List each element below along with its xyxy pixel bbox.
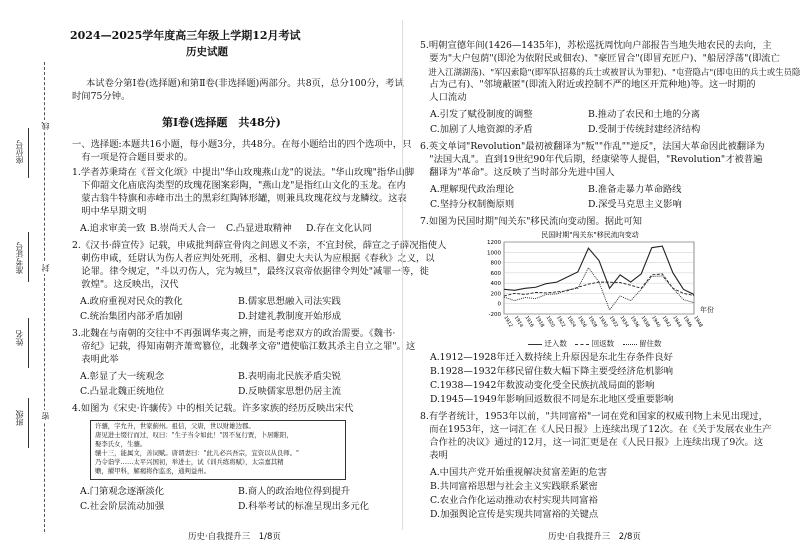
chart-y-tick-label: 0 bbox=[497, 301, 501, 308]
chart-x-tick-label: 1920 bbox=[544, 315, 555, 329]
class-label: 班级 bbox=[15, 410, 24, 426]
chart-y-tick-label: 400 bbox=[490, 281, 501, 288]
q7-option-a[interactable]: A.1912—1928年迁入数持续上升原因是东北生存条件良好 bbox=[430, 352, 673, 363]
q3-option-a[interactable]: A.彰显了大一统观念 bbox=[80, 371, 165, 382]
q2-option-d[interactable]: D.封建礼教制度开始形成 bbox=[238, 311, 342, 322]
chart-y-tick-label: 1200 bbox=[487, 240, 501, 246]
chart-y-tick-label: 800 bbox=[490, 260, 501, 267]
q8-line-2: 而在1953年，这一词汇在《人民日报》上连续出现了12次。在《关于发展农业生产 bbox=[420, 424, 772, 435]
q8-option-c[interactable]: C.农业合作化运动推动农村实现共同富裕 bbox=[430, 495, 598, 506]
chart-x-tick-label: 1930 bbox=[597, 315, 608, 329]
q1-line-3: 蒙古翁牛特旗和赤峰市出土的黑彩红陶钵形罐，则兼具玫瑰花纹与龙鳞纹。这表 bbox=[72, 193, 407, 204]
chart-series-line-2 bbox=[504, 274, 694, 296]
q3-option-d[interactable]: D.反映儒家思想仍居主流 bbox=[238, 386, 342, 397]
seal-char-mi: 密 bbox=[41, 412, 50, 420]
legend-item-in: 迁入数 bbox=[528, 339, 567, 348]
class-blank[interactable] bbox=[28, 398, 29, 448]
q2-line-3: 论罪。律令规定，"斗以刃伤人，完为城旦"，最终汉哀帝依据律令判处"减罪一等，徙 bbox=[72, 266, 429, 277]
q2-line-1: 2.《汉书·薛宣传》记载，申咸批判薛宣骨肉之间恩义不亲，不宜封侯，薛宣之子薛况指使人 bbox=[72, 240, 447, 251]
chart-x-tick-label: 1926 bbox=[576, 315, 587, 329]
chart-y-ticks bbox=[487, 240, 502, 318]
name-label: 姓名 bbox=[15, 330, 24, 346]
page-divider bbox=[402, 20, 403, 530]
q4-option-d[interactable]: D.科举考试的标准呈现出多元化 bbox=[238, 501, 369, 512]
chart-x-tick-label: 1914 bbox=[512, 315, 524, 329]
name-blank[interactable] bbox=[28, 318, 29, 368]
q6-line-1: 6.英文单词"Revolution"最初被翻译为"叛""作乱""逆反"，法国大革命因此被翻译为 bbox=[420, 141, 765, 152]
seal-char-feng: 封 bbox=[41, 264, 50, 272]
chart-x-tick-label: 1928 bbox=[586, 315, 598, 329]
q8-line-4: 表明 bbox=[420, 450, 448, 461]
q4-source-line-4: 骧十三，能属文，善词赋。唐谓妻曰："此儿必兴吾宗，宜资以从良师。" bbox=[95, 449, 299, 457]
q6-option-a[interactable]: A.理解现代政治理论 bbox=[430, 184, 515, 195]
chart-x-tick-label: 1946 bbox=[681, 315, 693, 329]
seat-number-label: 座位号 bbox=[15, 140, 24, 164]
q3-option-b[interactable]: B.表明南北民族矛盾尖锐 bbox=[238, 371, 341, 382]
q3-option-c[interactable]: C.凸显北魏正统地位 bbox=[80, 386, 165, 397]
q2-option-a[interactable]: A.政府重视对民众的教化 bbox=[80, 296, 183, 307]
section-title: 第Ⅰ卷(选择题 共48分) bbox=[162, 116, 281, 129]
q2-option-b[interactable]: B.儒家思想融入司法实践 bbox=[238, 296, 341, 307]
chart-x-tick-label: 1936 bbox=[628, 315, 640, 329]
q6-option-b[interactable]: B.准备走暴力革命路线 bbox=[588, 184, 682, 195]
instruction-line-2: 有一项是符合题目要求的。 bbox=[72, 152, 193, 163]
q2-line-2: 刺伤申咸，廷尉认为伤人者应判处死刑，丞相、御史大夫认为应根据《春秋》之义，以 bbox=[72, 253, 435, 264]
chart-x-tick-label: 1916 bbox=[523, 315, 534, 329]
chart-y-tick-label: 600 bbox=[490, 270, 501, 277]
q7-option-b[interactable]: B.1928—1932年移民留住数大幅下降主要受经济危机影响 bbox=[430, 366, 674, 377]
q5-line-1: 5.明朝宣德年间(1426—1435年)，苏松巡抚周忱向户部报告当地失地农民的去向，主 bbox=[420, 40, 772, 51]
q4-source-line-6: 赡，擢甲科，解褐将作监丞，通判益州。 bbox=[95, 467, 211, 475]
q7-line-1: 7.如图为民国时期"闯关东"移民流向变动图。据此可知 bbox=[420, 216, 642, 227]
legend-item-stay: 留住数 bbox=[623, 339, 662, 348]
q3-line-3: 表明此举 bbox=[72, 354, 119, 365]
chart-series bbox=[504, 246, 694, 310]
chart-x-tick-label: 1912 bbox=[502, 315, 513, 329]
chart-title: 民国时期"闯关东"移民流向变动 bbox=[541, 231, 639, 239]
q4-option-a[interactable]: A.门第观念逐渐淡化 bbox=[80, 486, 165, 497]
q5-option-d[interactable]: D.受制于传统封建经济结构 bbox=[588, 124, 701, 135]
q6-line-3: 翻译为"革命"。这反映了当时部分先进中国人 bbox=[420, 167, 615, 178]
q4-source-line-5: 乃令诣学……太平兴国初，举进士，试《训兵练将赋》，太宗嘉其精 bbox=[95, 458, 284, 466]
chart-x-axis-label: 年份 bbox=[700, 306, 714, 314]
q5-option-c[interactable]: C.加剧了人地资源的矛盾 bbox=[430, 124, 533, 135]
chart-x-tick-label: 1938 bbox=[639, 315, 650, 329]
legend-item-return: 回返数 bbox=[575, 339, 614, 348]
q1-option-a[interactable]: A.追求审美一致 bbox=[80, 223, 146, 234]
exam-number-blank[interactable] bbox=[28, 232, 29, 282]
q8-option-a[interactable]: A.中国共产党开始重视解决贫富差距的危害 bbox=[430, 467, 608, 478]
q3-line-2: 帝纪》记载，得知南朝齐萧鸾篡位，北魏孝文帝"遣使临江数其杀主自立之罪"。这 bbox=[72, 341, 416, 352]
q2-line-4: 敦煌"。这反映出，汉代 bbox=[72, 279, 179, 290]
q1-option-d[interactable]: D.存在文化认同 bbox=[306, 223, 372, 234]
q6-line-2: "法国大乱"。直到19世纪90年代后期，经康梁等人提倡，"Revolution"才被普遍 bbox=[420, 154, 763, 165]
chart-legend bbox=[528, 338, 661, 349]
q8-option-d[interactable]: D.加强舆论宣传是实现共同富裕的关键点 bbox=[430, 509, 599, 520]
chart-x-tick-label: 1948 bbox=[692, 315, 703, 329]
q7-option-c[interactable]: C.1938—1942年数波动变化受全民族抗战局面的影响 bbox=[430, 380, 655, 391]
q8-option-b[interactable]: B.共同富裕思想与社会主义实践联系紧密 bbox=[430, 481, 598, 492]
q6-option-c[interactable]: C.坚持分权制衡原则 bbox=[430, 199, 515, 210]
migration-chart bbox=[470, 228, 703, 338]
q4-source-line-3: 娶李氏女，生骧。 bbox=[95, 440, 147, 448]
chart-x-tick-label: 1944 bbox=[671, 315, 682, 329]
q7-option-d[interactable]: D.1945—1949年影响回返数很不同是东北地区受重要影响 bbox=[430, 394, 674, 405]
q8-line-3: 合作社的决议》通过的12月，这一词汇更是在《人民日报》上连续出现了9次。这 bbox=[420, 437, 764, 448]
intro-line-1: 本试卷分第Ⅰ卷(选择题)和第Ⅱ卷(非选择题)两部分。共8页，总分100分，考试 bbox=[86, 78, 404, 89]
q4-source-line-2: 唐见进士缀行而过，叹曰："生子当令如此！"因不复行贾，卜居睢阳， bbox=[95, 431, 293, 439]
seal-char-xian: 线 bbox=[41, 122, 50, 130]
seat-number-blank[interactable] bbox=[28, 128, 29, 178]
chart-y-tick-label: -200 bbox=[488, 312, 501, 318]
q1-line-2: 下仰韶文化庙底沟类型的玫瑰花图案彩陶，"燕山龙"是指红山文化的玉龙。在内 bbox=[72, 180, 406, 191]
q8-line-1: 8.有学者统计，1953年以前，"共同富裕"一词在党和国家的权威刊物上未见出现过， bbox=[420, 411, 768, 422]
q4-source-line-1: 许骧，字允升，世家蓟州。祖信，父唐，世以财雄边郡。 bbox=[95, 422, 255, 430]
seal-line bbox=[44, 62, 45, 532]
q1-line-4: 明中华早期文明 bbox=[72, 206, 147, 217]
chart-y-tick-label: 200 bbox=[490, 291, 501, 298]
chart-x-tick-label: 1918 bbox=[533, 315, 545, 329]
chart-series-line-1 bbox=[504, 246, 694, 294]
q5-line-3: 进入江湖湖荡)、"军囚索隐"(即军队招募的兵士或被冒认为罪犯)、"屯营隐占"(即屯田的兵士或生员隐 bbox=[420, 67, 800, 77]
instruction-line-1: 一、选择题:本题共16小题，每小题3分，共48分。在每小题给出的四个选项中，只 bbox=[72, 139, 412, 150]
q1-option-c[interactable]: C.凸显进取精神 bbox=[226, 223, 292, 234]
q4-option-c[interactable]: C.社会阶层流动加强 bbox=[80, 501, 165, 512]
q4-option-b[interactable]: B.商人的政治地位得到提升 bbox=[238, 486, 351, 497]
subject-title: 历史试题 bbox=[186, 46, 228, 58]
q1-line-1: 1.学者苏秉琦在《晋文化颂》中提出"华山玫瑰燕山龙"的说法。"华山玫瑰"指华山脚 bbox=[72, 167, 415, 178]
q5-option-a[interactable]: A.引发了赋役制度的调整 bbox=[430, 109, 533, 120]
footer-left: 历史·自我提升三 1/8页 bbox=[188, 532, 281, 542]
q6-option-d[interactable]: D.深受马克思主义影响 bbox=[588, 199, 682, 210]
chart-x-tick-label: 1924 bbox=[565, 315, 577, 329]
q1-option-b[interactable]: B.崇尚天人合一 bbox=[150, 223, 216, 234]
q5-line-4: 占为己有)、"邻境蔽匿"(即流入附近或控制不严的地区开荒种地)等。这一时期的 bbox=[420, 79, 756, 90]
q5-line-5: 人口流动 bbox=[420, 92, 467, 103]
chart-x-tick-label: 1934 bbox=[618, 315, 629, 329]
q5-option-b[interactable]: B.推动了农民和土地的分离 bbox=[588, 109, 701, 120]
q4-line-1: 4.如图为《宋史·许骧传》中的相关记载。许多家族的经历反映出宋代 bbox=[72, 403, 354, 414]
exam-number-label: 准考证号 bbox=[15, 242, 24, 274]
chart-x-ticks bbox=[502, 315, 703, 329]
q2-option-c[interactable]: C.统治集团内部矛盾加剧 bbox=[80, 311, 183, 322]
q5-line-2: 要为"大户包荫"(即沦为依附民或佃农)、"豪匠冒合"(即冒充匠户)、"船居浮荡"(即流亡 bbox=[420, 53, 780, 64]
chart-y-tick-label: 1000 bbox=[487, 250, 501, 257]
chart-x-tick-label: 1940 bbox=[650, 315, 661, 329]
exam-title: 2024—2025学年度高三年级上学期12月考试 bbox=[70, 29, 301, 42]
chart-x-tick-label: 1932 bbox=[607, 315, 619, 329]
intro-line-2: 时间75分钟。 bbox=[72, 91, 131, 102]
chart-x-tick-label: 1922 bbox=[555, 315, 566, 329]
chart-x-tick-label: 1942 bbox=[660, 315, 672, 329]
footer-right: 历史·自我提升三 2/8页 bbox=[548, 532, 641, 542]
q3-line-1: 3.北魏在与南朝的交往中不再强调华夷之辨，而是考虑双方的政治需要。《魏书· bbox=[72, 328, 396, 339]
